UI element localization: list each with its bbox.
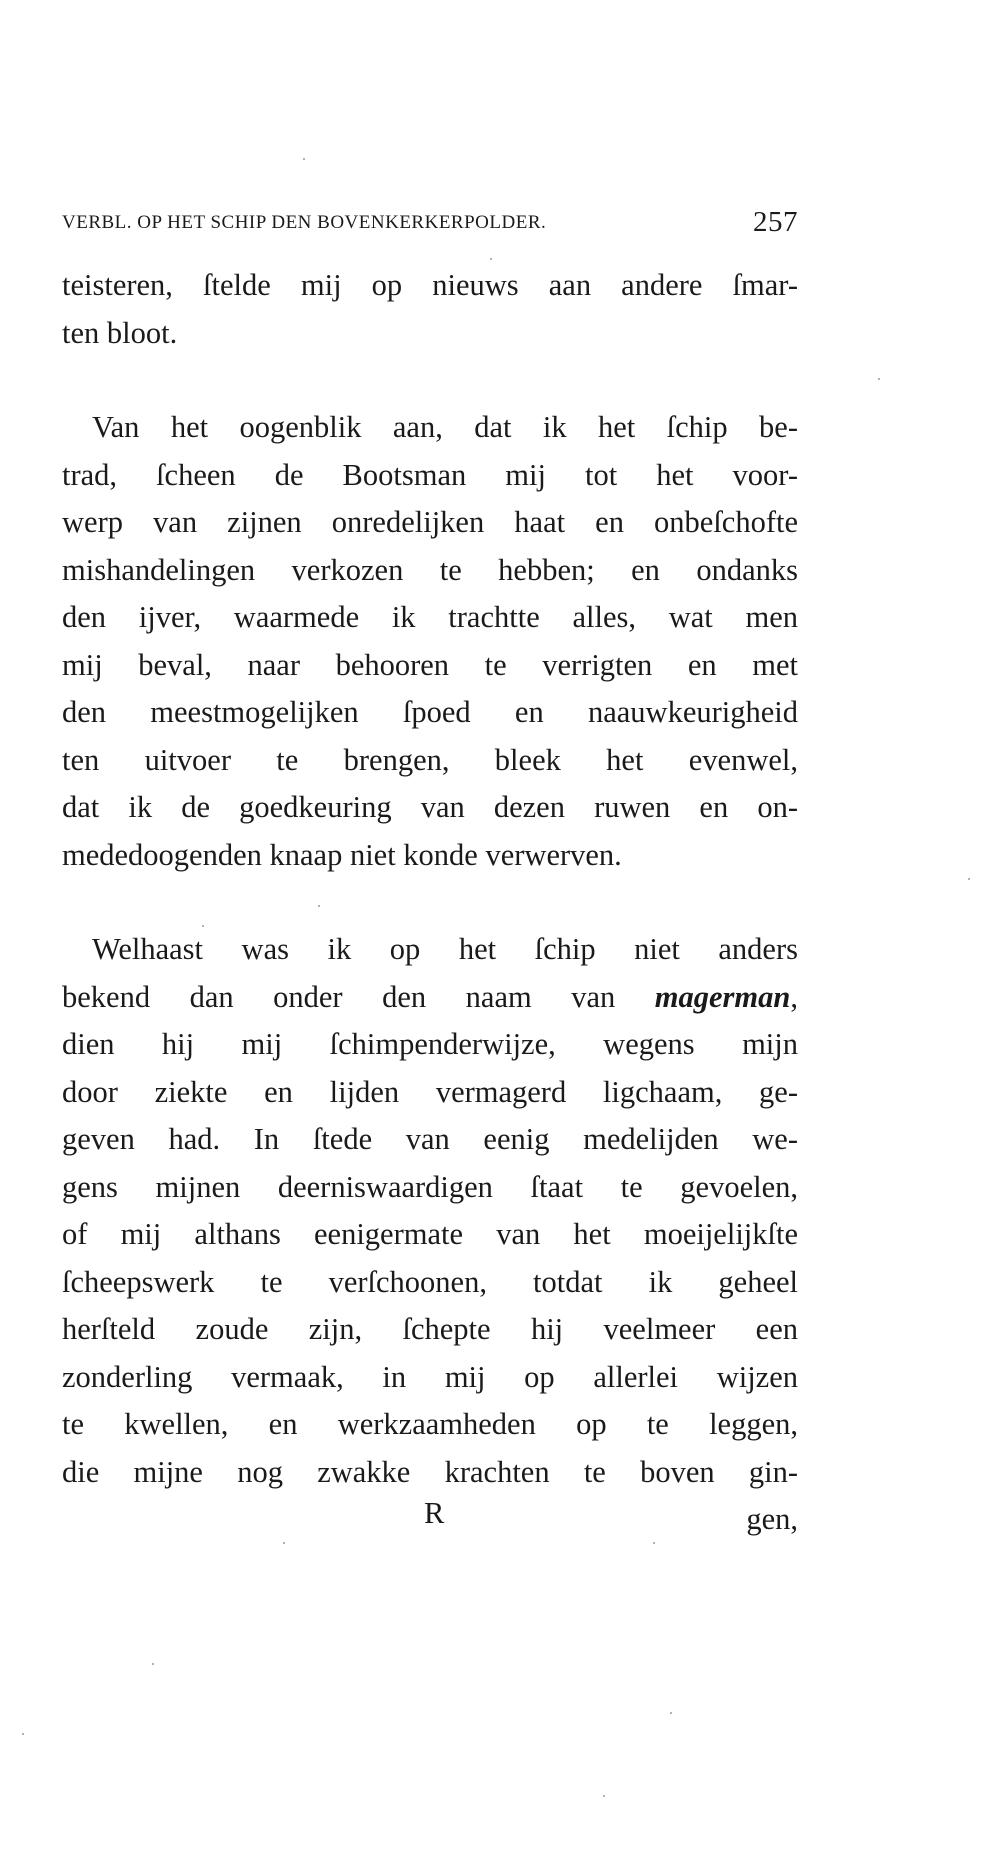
text-line: trad, ſcheen de Bootsman mij tot het voor-: [62, 457, 798, 492]
paragraph-2: [62, 404, 798, 879]
running-head: [62, 206, 798, 242]
text-line: geven had. In ſtede van eenig medelijden we-: [62, 1122, 798, 1156]
signature-mark: R: [424, 1496, 445, 1530]
text-line: teisteren, ſtelde mij op nieuws aan andere ſmar-: [62, 268, 798, 302]
paper-speck: [603, 1795, 605, 1797]
text-line: of mij althans eenigermate van het moeijelijkſte: [62, 1217, 798, 1251]
text-line: zonderling vermaak, in mij op allerlei wijzen: [62, 1359, 798, 1394]
paper-speck: [490, 258, 492, 260]
text-line: door ziekte en lijden vermagerd ligchaam, ge-: [62, 1074, 798, 1109]
text-line: mededoogenden knaap niet konde verwerven.: [62, 837, 622, 872]
page-footer: [62, 1496, 798, 1546]
catchword: gen,: [746, 1502, 798, 1536]
text-line: dien hij mij ſchimpenderwijze, wegens mijn: [62, 1027, 798, 1061]
text-line: den meestmogelijken ſpoed en naauwkeurigheid: [62, 695, 798, 729]
text-run: ,: [790, 979, 798, 1014]
text-line: ſcheepswerk te verſchoonen, totdat ik geheel: [62, 1264, 798, 1299]
text-line: ten uitvoer te brengen, bleek het evenwel,: [62, 742, 798, 777]
paragraph-1: [62, 262, 798, 357]
text-line: den ijver, waarmede ik trachtte alles, wat men: [62, 600, 798, 634]
text-line: te kwellen, en werkzaamheden op te leggen,: [62, 1407, 798, 1441]
text-line: dat ik de goedkeuring van dezen ruwen en on-: [62, 790, 798, 824]
paper-speck: [878, 378, 880, 380]
text-line: mij beval, naar behooren te verrigten en met: [62, 647, 798, 682]
text-line: gens mijnen deerniswaardigen ſtaat te gevoelen,: [62, 1169, 798, 1204]
text-line: ten bloot.: [62, 315, 178, 350]
text-line: werp van zijnen onredelijken haat en onbeſchofte: [62, 505, 798, 539]
text-line: Welhaast was ik op het ſchip niet anders: [92, 932, 798, 966]
paper-speck: [22, 1733, 24, 1735]
paper-speck: [303, 158, 305, 160]
text-run: bekend dan onder den naam van: [62, 979, 655, 1014]
paper-speck: [968, 878, 970, 880]
text-line: herſteld zoude zijn, ſchepte hij veelmeer een: [62, 1312, 798, 1346]
paper-speck: [653, 1542, 655, 1544]
paper-speck: [152, 1663, 154, 1665]
text-line-with-italic: [62, 974, 798, 1022]
paragraph-3: [62, 926, 798, 1496]
body-text: [62, 262, 798, 1496]
paper-speck: [202, 925, 204, 927]
text-line: Van het oogenblik aan, dat ik het ſchip be-: [92, 410, 798, 444]
italic-term: magerman: [654, 979, 791, 1014]
page-number: 257: [753, 206, 798, 238]
paper-speck: [283, 1542, 285, 1544]
paper-speck: [318, 905, 320, 907]
text-line: mishandelingen verkozen te hebben; en ondanks: [62, 552, 798, 587]
paper-speck: [670, 1712, 672, 1714]
text-line: die mijne nog zwakke krachten te boven gin-: [62, 1454, 798, 1489]
running-head-title: VERBL. OP HET SCHIP DEN BOVENKERKERPOLDER.: [62, 212, 547, 233]
